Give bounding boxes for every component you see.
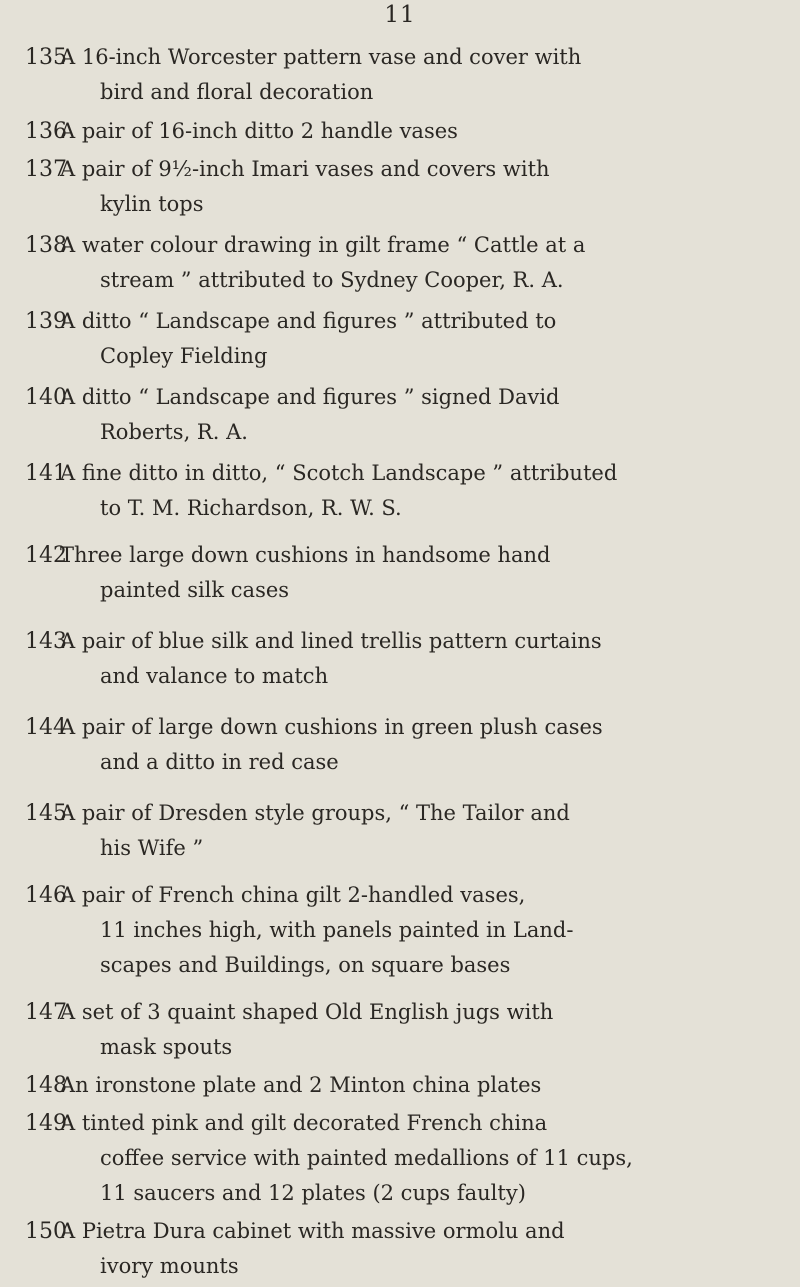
lot-number: 146 <box>25 883 67 908</box>
lot-number: 143 <box>25 629 67 654</box>
lot-description-line: his Wife ” <box>100 836 204 860</box>
lot-description <box>60 304 770 374</box>
lot-description-line: A pair of 16-inch ditto 2 handle vases <box>60 119 458 143</box>
lot-description-line: ivory mounts <box>100 1254 239 1278</box>
lot-item <box>0 152 800 222</box>
lot-description-line: An ironstone plate and 2 Minton china plates <box>60 1073 542 1097</box>
lot-description-line: A 16-inch Worcester pattern vase and cover with <box>60 45 582 69</box>
lot-description <box>60 380 770 450</box>
lot-description-line: and a ditto in red case <box>100 750 339 774</box>
lot-number: 135 <box>25 45 67 70</box>
lot-item <box>0 1214 800 1284</box>
lot-item <box>0 624 800 694</box>
lot-number: 138 <box>25 233 67 258</box>
lot-description-line: 11 saucers and 12 plates (2 cups faulty) <box>100 1181 526 1205</box>
lot-item <box>0 456 800 526</box>
lot-description <box>60 114 770 149</box>
lot-description-line: A fine ditto in ditto, “ Scotch Landscape ” attributed <box>60 461 618 485</box>
lot-description-line: Copley Fielding <box>100 344 268 368</box>
lot-number: 150 <box>25 1219 67 1244</box>
lot-description-line: coffee service with painted medallions of 11 cups, <box>100 1146 633 1170</box>
lot-item <box>0 796 800 866</box>
lot-description <box>60 624 770 694</box>
lot-description-line: A water colour drawing in gilt frame “ Cattle at a <box>60 233 586 257</box>
lot-description <box>60 456 770 526</box>
lot-description <box>60 40 770 110</box>
lot-description-line: scapes and Buildings, on square bases <box>100 953 511 977</box>
lot-number: 149 <box>25 1111 67 1136</box>
lot-description <box>60 796 770 866</box>
lot-number: 142 <box>25 543 67 568</box>
lot-item <box>0 1068 800 1103</box>
lot-description-line: A ditto “ Landscape and figures ” attributed to <box>60 309 557 333</box>
lot-number: 141 <box>25 461 67 486</box>
lot-description-line: 11 inches high, with panels painted in Land- <box>100 918 574 942</box>
lot-number: 148 <box>25 1073 67 1098</box>
lot-item <box>0 304 800 374</box>
lot-number: 145 <box>25 801 67 826</box>
lot-description-line: painted silk cases <box>100 578 290 602</box>
lot-item <box>0 228 800 298</box>
lot-item <box>0 710 800 780</box>
lot-description-line: A tinted pink and gilt decorated French china <box>60 1111 548 1135</box>
lot-description-line: A pair of blue silk and lined trellis pattern curtains <box>60 629 602 653</box>
lot-description-line: A pair of Dresden style groups, “ The Tailor and <box>60 801 570 825</box>
lot-description-line: Three large down cushions in handsome hand <box>60 543 551 567</box>
lot-item <box>0 995 800 1065</box>
lot-number: 144 <box>25 715 67 740</box>
lot-description-line: Roberts, R. A. <box>100 420 248 444</box>
lot-description <box>60 995 770 1065</box>
lot-item <box>0 40 800 110</box>
lot-number: 140 <box>25 385 67 410</box>
lot-item <box>0 878 800 983</box>
lot-description <box>60 878 770 983</box>
lot-description-line: to T. M. Richardson, R. W. S. <box>100 496 402 520</box>
lot-description-line: A pair of French china gilt 2-handled vases, <box>60 883 526 907</box>
lot-description-line: mask spouts <box>100 1035 233 1059</box>
lot-description <box>60 538 770 608</box>
lot-description-line: and valance to match <box>100 664 329 688</box>
lot-number: 137 <box>25 157 67 182</box>
lot-list <box>0 40 800 1287</box>
lot-number: 147 <box>25 1000 67 1025</box>
lot-description-line: A ditto “ Landscape and figures ” signed David <box>60 385 560 409</box>
lot-description-line: A pair of large down cushions in green plush cases <box>60 715 603 739</box>
lot-number: 139 <box>25 309 67 334</box>
lot-description-line: stream ” attributed to Sydney Cooper, R. A. <box>100 268 564 292</box>
lot-description <box>60 152 770 222</box>
lot-number: 136 <box>25 119 67 144</box>
page-number: 11 <box>384 2 416 28</box>
lot-item <box>0 380 800 450</box>
lot-description <box>60 1214 770 1284</box>
lot-item <box>0 1106 800 1211</box>
lot-description-line: kylin tops <box>100 192 204 216</box>
lot-item <box>0 114 800 149</box>
lot-description <box>60 1106 770 1211</box>
lot-description <box>60 228 770 298</box>
lot-description-line: A pair of 9½-inch Imari vases and covers with <box>60 157 550 181</box>
lot-description-line: bird and floral decoration <box>100 80 374 104</box>
lot-description-line: A Pietra Dura cabinet with massive ormolu and <box>60 1219 565 1243</box>
lot-description <box>60 710 770 780</box>
lot-item <box>0 538 800 608</box>
lot-description-line: A set of 3 quaint shaped Old English jugs with <box>60 1000 554 1024</box>
lot-description <box>60 1068 770 1103</box>
